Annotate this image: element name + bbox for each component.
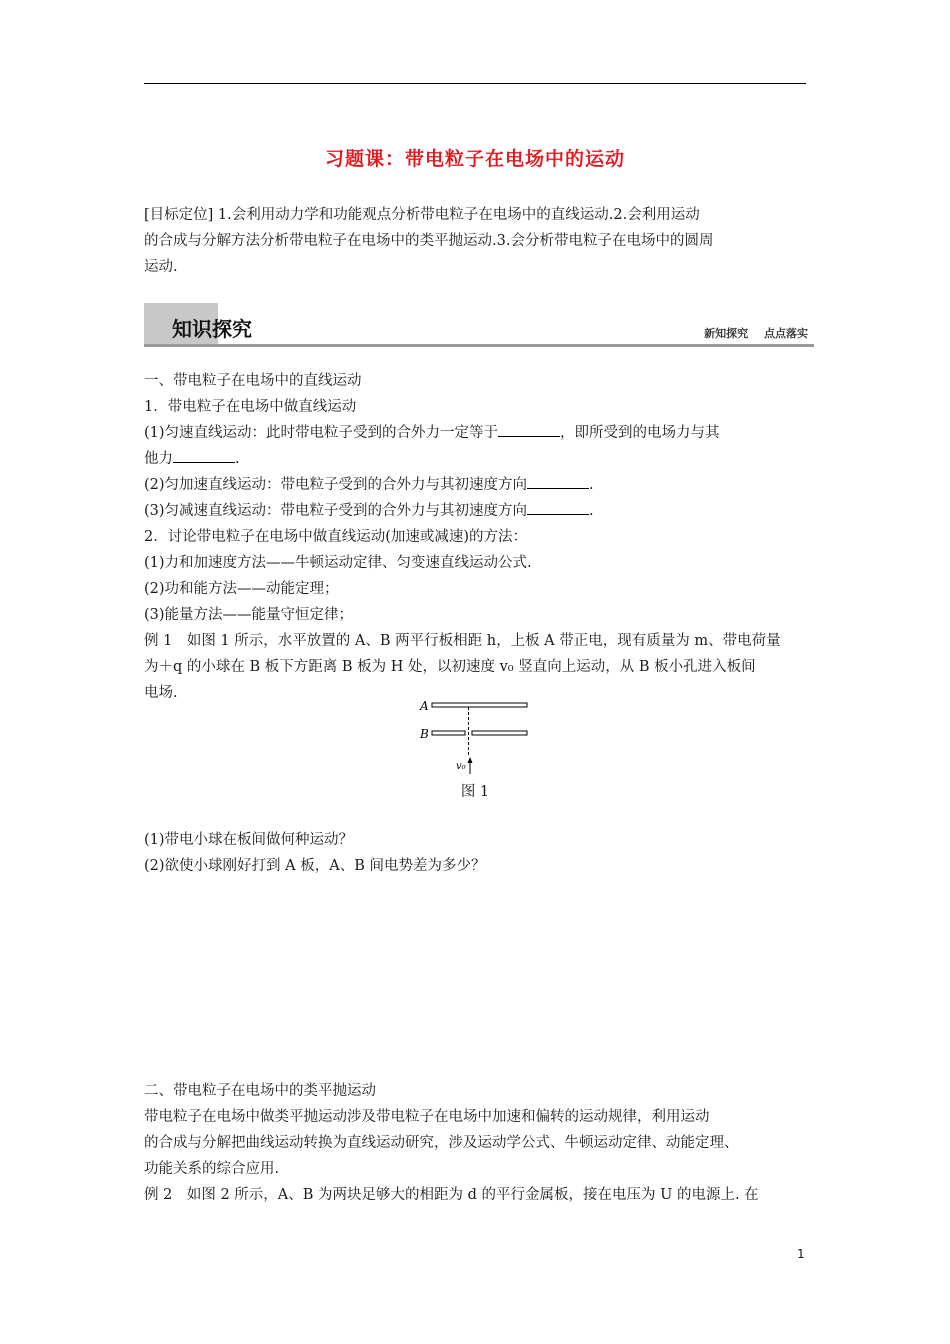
label-v0: v₀	[456, 761, 466, 772]
banner-subtitle: 新知探究 点点落实	[704, 327, 808, 340]
item-text: .	[589, 477, 594, 493]
banner-title: 知识探究	[172, 317, 252, 341]
example-line: 电场.	[144, 685, 178, 701]
plate-b-left	[432, 731, 465, 735]
label-b: B	[420, 727, 429, 741]
list-item	[144, 472, 808, 498]
paragraph-line: 的合成与分解把曲线运动转换为直线运动研究，涉及运动学公式、牛顿运动定律、动能定理、	[144, 1135, 739, 1151]
item-text: .	[235, 451, 240, 467]
example-line: 为＋q 的小球在 B 板下方距离 B 板为 H 处，以初速度 v₀ 竖直向上运动，从 B 板小孔进入板间	[144, 659, 756, 675]
plate-a	[432, 703, 527, 707]
section-heading: 一、带电粒子在电场中的直线运动	[144, 373, 362, 389]
section-heading: 二、带电粒子在电场中的类平抛运动	[144, 1083, 376, 1099]
figure-1-plates	[418, 696, 538, 776]
item-text: (3)匀减速直线运动：带电粒子受到的合外力与其初速度方向	[144, 503, 528, 519]
page-number: 1	[797, 1247, 805, 1261]
question-list	[144, 827, 808, 879]
answer-blank[interactable]	[498, 422, 560, 437]
example-line: 例 1 如图 1 所示，水平放置的 A、B 两平行板相距 h，上板 A 带正电，现有质量为 m、带电荷量	[144, 633, 781, 649]
paragraph-line: 功能关系的综合应用.	[144, 1161, 280, 1177]
method-item: (2)功和能方法——动能定理；	[144, 581, 339, 597]
method-item: (3)能量方法——能量守恒定律；	[144, 607, 354, 623]
label-a: A	[420, 699, 429, 713]
question-item: (2)欲使小球刚好打到 A 板，A、B 间电势差为多少？	[144, 858, 486, 874]
objective-line: 的合成与分解方法分析带电粒子在电场中的类平抛运动.3.会分析带电粒子在电场中的圆周	[144, 233, 714, 249]
arrow-head-icon	[468, 757, 473, 763]
list-item	[144, 498, 808, 524]
list-item	[144, 420, 808, 446]
subheading: 1．带电粒子在电场中做直线运动	[144, 399, 357, 415]
subheading: 2．讨论带电粒子在电场中做直线运动(加速或减速)的方法：	[144, 529, 528, 545]
answer-blank[interactable]	[527, 474, 589, 489]
item-text: .	[589, 503, 594, 519]
answer-blank[interactable]	[173, 448, 235, 463]
objective-line: [目标定位] 1.会利用动力学和功能观点分析带电粒子在电场中的直线运动.2.会利用运动	[144, 207, 700, 223]
header-rule	[144, 83, 806, 84]
answer-blank[interactable]	[527, 500, 589, 515]
banner-underline	[144, 344, 814, 347]
item-text: 他力	[144, 451, 173, 467]
objective-paragraph	[144, 202, 808, 280]
page-title: 习题课：带电粒子在电场中的运动	[324, 148, 625, 170]
list-item	[144, 446, 808, 472]
section-linear-motion	[144, 368, 808, 706]
item-text: (2)匀加速直线运动：带电粒子受到的合外力与其初速度方向	[144, 477, 528, 493]
section-banner	[144, 303, 814, 347]
question-item: (1)带电小球在板间做何种运动？	[144, 832, 354, 848]
plate-b-right	[472, 731, 527, 735]
example-line: 例 2 如图 2 所示，A、B 为两块足够大的相距为 d 的平行金属板，接在电压为 U 的电源上. 在	[144, 1187, 759, 1203]
item-text: (1)匀速直线运动：此时带电粒子受到的合外力一定等于	[144, 425, 499, 441]
figure-caption: 图 1	[460, 784, 490, 800]
section-projectile-motion	[144, 1078, 808, 1208]
method-item: (1)力和加速度方法——牛顿运动定律、匀变速直线运动公式.	[144, 555, 532, 571]
paragraph-line: 带电粒子在电场中做类平抛运动涉及带电粒子在电场中加速和偏转的运动规律，利用运动	[144, 1109, 710, 1125]
objective-line: 运动.	[144, 259, 178, 275]
item-text: ，即所受到的电场力与其	[560, 425, 720, 441]
